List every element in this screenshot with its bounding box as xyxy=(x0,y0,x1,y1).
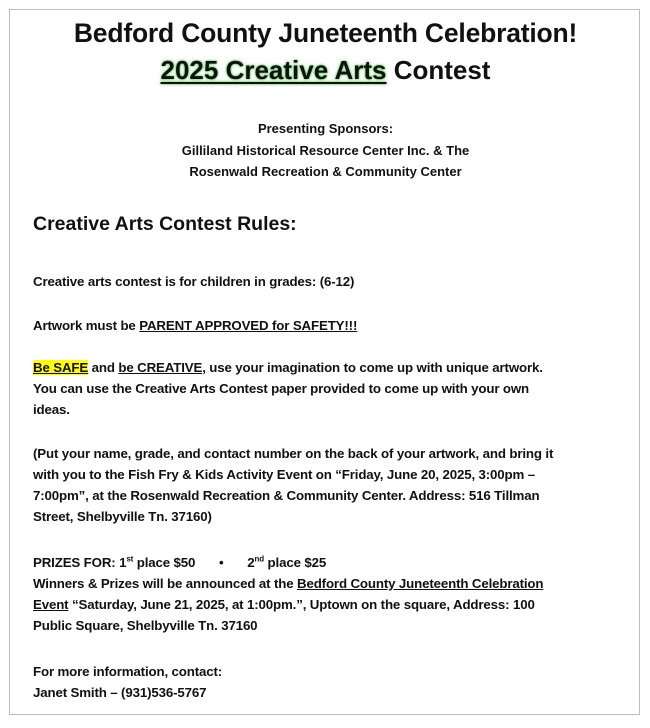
second-place-sup: nd xyxy=(254,554,265,564)
subtitle-highlight: 2025 Creative Arts xyxy=(160,55,387,85)
winners-line-2 xyxy=(33,594,543,615)
second-place-prize: place $25 xyxy=(264,555,327,570)
safe-line-3: ideas. xyxy=(33,402,70,417)
subtitle-rest: Contest xyxy=(386,55,491,85)
submission-line-3: 7:00pm”, at the Rosenwald Recreation & Community Center. Address: 516 Tillman xyxy=(33,488,540,503)
event-name-link-cont: Event xyxy=(33,597,69,612)
first-place-sup: st xyxy=(126,554,134,564)
be-safe-highlight: Be SAFE xyxy=(33,360,89,375)
prizes-label: PRIZES FOR: xyxy=(33,555,120,570)
artwork-prefix: Artwork must be xyxy=(33,318,140,333)
sponsor-line-2: Rosenwald Recreation & Community Center xyxy=(189,164,462,179)
winners-line-3: Public Square, Shelbyville Tn. 37160 xyxy=(33,618,258,633)
winners-line-1 xyxy=(33,573,543,594)
submission-line-4: Street, Shelbyville Tn. 37160) xyxy=(33,509,212,524)
winners-details: “Saturday, June 21, 2025, at 1:00pm.”, Uptown on the square, Address: 100 xyxy=(68,597,535,612)
winners-prefix: Winners & Prizes will be announced at the xyxy=(33,576,298,591)
safe-line-2: You can use the Creative Arts Contest paper provided to come up with your own xyxy=(33,381,530,396)
second-place-num: 2 xyxy=(247,555,255,570)
artwork-emphasis: PARENT APPROVED for SAFETY!!! xyxy=(139,318,358,333)
prizes-block xyxy=(33,552,543,636)
contact-name-phone: Janet Smith – (931)536-5767 xyxy=(33,685,207,700)
first-place-prize: place $50 xyxy=(133,555,196,570)
bullet-icon: • xyxy=(219,555,224,570)
rule-artwork xyxy=(33,315,357,336)
rule-safe-creative xyxy=(33,357,543,420)
be-creative: be CREATIVE xyxy=(118,360,203,375)
event-name-link: Bedford County Juneteenth Celebration xyxy=(297,576,544,591)
sponsors-heading: Presenting Sponsors: xyxy=(257,121,394,136)
rule-grades: Creative arts contest is for children in grades: (6-12) xyxy=(33,274,355,289)
contact-heading: For more information, contact: xyxy=(33,664,223,679)
contact-block xyxy=(33,661,222,703)
first-place-num: 1 xyxy=(119,555,127,570)
safe-line-1 xyxy=(33,357,543,378)
safe-and: and xyxy=(88,360,119,375)
prizes-line xyxy=(33,552,543,573)
page-title: Bedford County Juneteenth Celebration! xyxy=(73,18,578,48)
safe-rest: , use your imagination to come up with unique artwork. xyxy=(202,360,543,375)
rules-heading: Creative Arts Contest Rules: xyxy=(33,213,297,235)
submission-line-2: with you to the Fish Fry & Kids Activity Event on “Friday, June 20, 2025, 3:00pm – xyxy=(33,467,535,482)
rule-submission xyxy=(33,443,553,527)
sponsors-block xyxy=(10,118,641,183)
submission-line-1: (Put your name, grade, and contact number on the back of your artwork, and bring it xyxy=(33,446,554,461)
flyer-page xyxy=(9,9,640,715)
contest-subtitle xyxy=(10,55,641,86)
sponsor-line-1: Gilliland Historical Resource Center Inc. & The xyxy=(181,142,470,158)
